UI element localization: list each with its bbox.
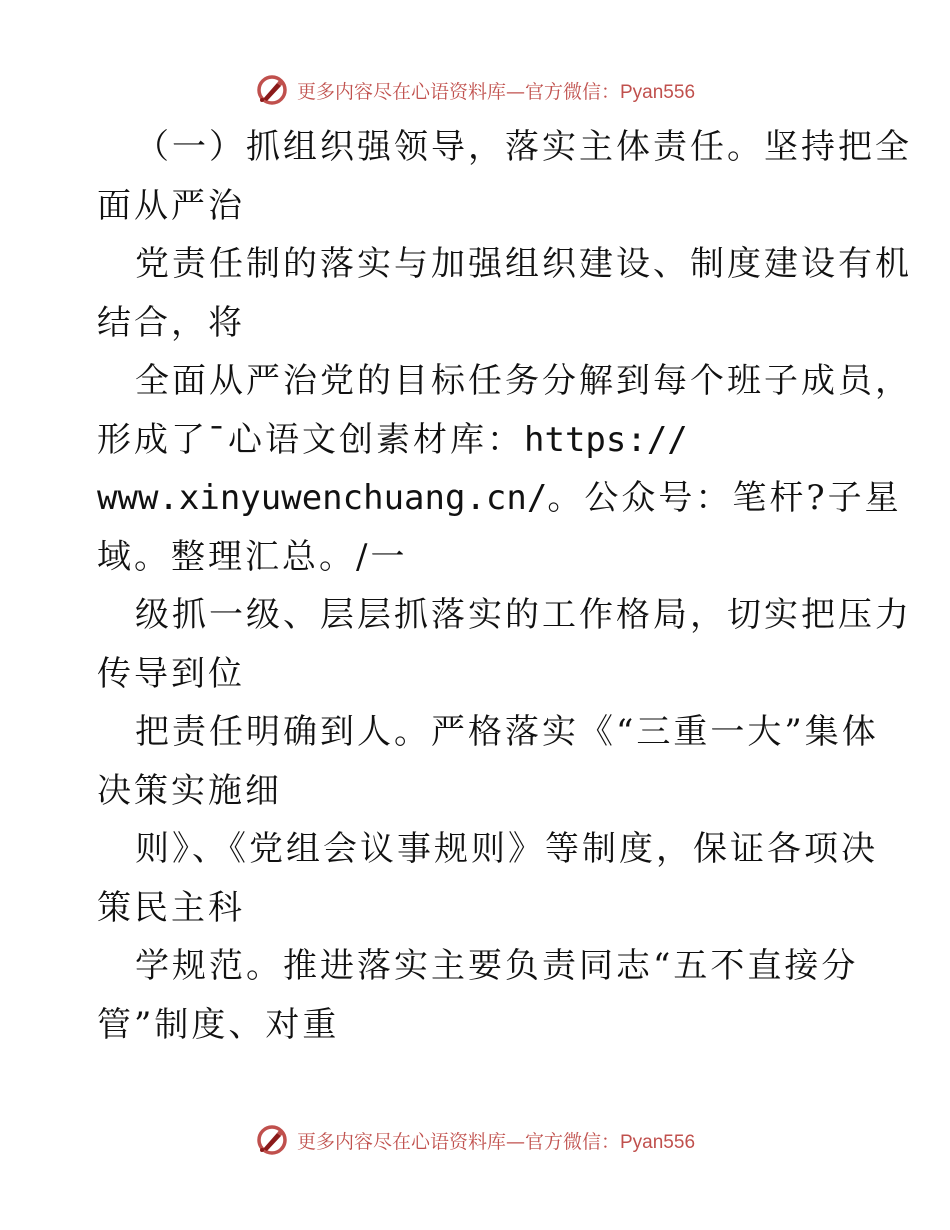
pen-circle-logo-icon [255, 1123, 289, 1157]
body-line: 党责任制的落实与加强组织建设、制度建设有机 [135, 244, 912, 284]
footer-banner-text: 更多内容尽在心语资料库—官方微信：Pyan556 [296, 1130, 696, 1153]
footer-wechat-id: Pyan556 [620, 1131, 696, 1153]
body-line: 域。整理汇总。/一 [97, 536, 408, 577]
header-banner [0, 70, 950, 110]
body-line: 全面从严治党的目标任务分解到每个班子成员， [135, 361, 912, 401]
header-banner-text: 更多内容尽在心语资料库—官方微信：Pyan556 [296, 80, 696, 103]
body-line: 面从严治 [97, 185, 245, 226]
footer-banner [0, 1120, 950, 1160]
body-line: 管”制度、对重 [97, 1004, 340, 1045]
body-line: 传导到位 [97, 653, 245, 694]
body-line: 形成了¯心语文创素材库：https:// [97, 419, 688, 460]
body-line: 结合，将 [97, 302, 245, 343]
body-line: www.xinyuwenchuang.cn/。公众号：笔杆?子星 [97, 478, 902, 518]
body-line: 决策实施细 [97, 770, 282, 811]
body-line: 级抓一级、层层抓落实的工作格局，切实把压力 [135, 595, 912, 635]
body-line: 学规范。推进落实主要负责同志“五不直接分 [135, 946, 859, 986]
body-line: 则》、《党组会议事规则》等制度，保证各项决 [135, 829, 878, 869]
body-line: （一）抓组织强领导，落实主体责任。坚持把全 [135, 127, 912, 167]
document-body [97, 118, 912, 1054]
pen-circle-logo-icon [255, 73, 289, 107]
header-wechat-id: Pyan556 [620, 81, 696, 103]
body-line: 策民主科 [97, 887, 245, 928]
body-line: 把责任明确到人。严格落实《“三重一大”集体 [135, 712, 879, 752]
